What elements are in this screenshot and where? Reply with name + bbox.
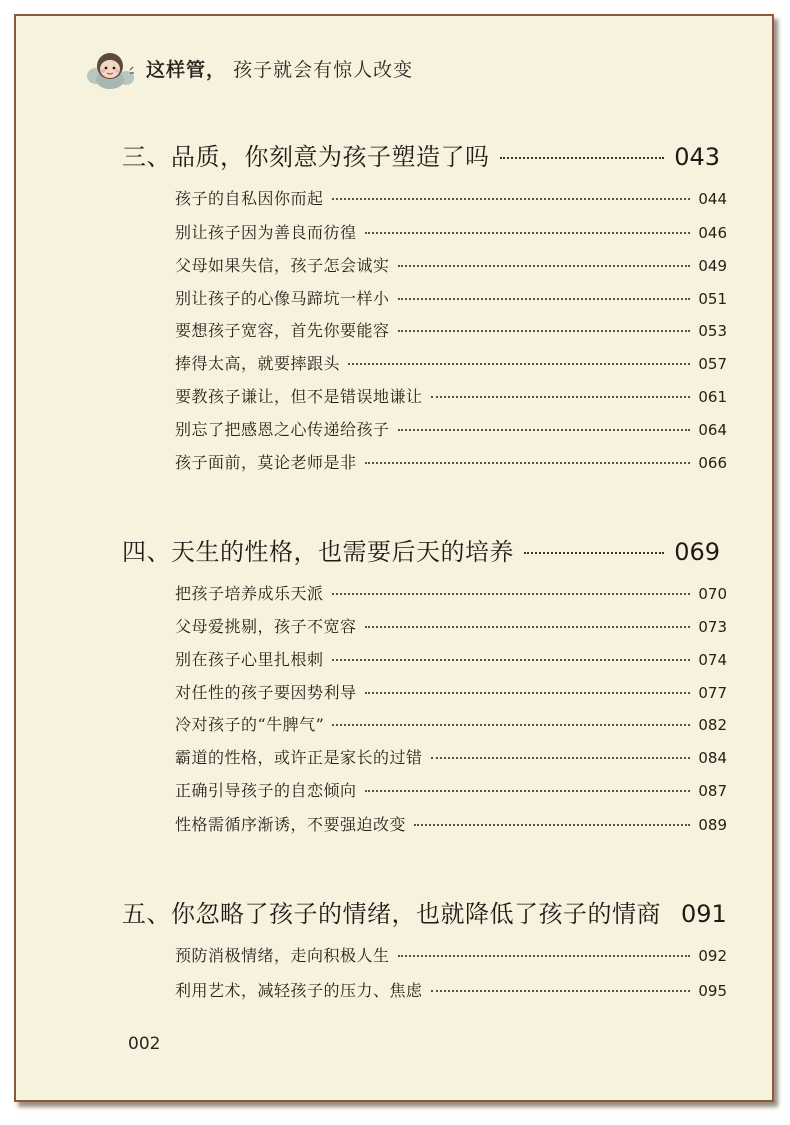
- entry-page-number: 092: [698, 947, 727, 965]
- entry-page-number: 082: [698, 716, 727, 734]
- chapter-heading[interactable]: [122, 894, 727, 929]
- dot-leader: [365, 462, 691, 464]
- dot-leader: [332, 659, 691, 661]
- entry-page-number: 049: [698, 257, 727, 275]
- dot-leader: [332, 593, 691, 595]
- book-title-rest: 孩子就会有惊人改变: [233, 58, 414, 81]
- entry-title: 利用艺术，减轻孩子的压力、焦虑: [175, 981, 423, 1000]
- toc-entry[interactable]: [175, 778, 727, 801]
- entry-page-number: 046: [698, 224, 727, 242]
- toc-entry[interactable]: [175, 351, 727, 374]
- entry-page-number: 053: [698, 322, 727, 340]
- dot-leader: [398, 298, 691, 300]
- dot-leader: [365, 232, 691, 234]
- entry-page-number: 044: [698, 190, 727, 208]
- chapter-heading[interactable]: [122, 137, 720, 172]
- entry-page-number: 070: [698, 585, 727, 603]
- toc-entry[interactable]: [175, 812, 727, 835]
- entry-title: 把孩子培养成乐天派: [175, 584, 324, 603]
- toc-entry[interactable]: [175, 647, 727, 670]
- entry-title: 孩子面前，莫论老师是非: [175, 453, 357, 472]
- dot-leader: [431, 990, 691, 992]
- entry-title: 捧得太高，就要摔跟头: [175, 354, 341, 373]
- entry-title: 父母爱挑剔，孩子不宽容: [175, 617, 357, 636]
- dot-leader: [365, 692, 691, 694]
- chapter-title: 四、天生的性格，也需要后天的培养: [122, 538, 514, 566]
- book-title-bold: 这样管，: [146, 58, 227, 81]
- chapter-heading[interactable]: [122, 532, 720, 567]
- entry-title: 预防消极情绪，走向积极人生: [175, 946, 390, 965]
- toc-entry[interactable]: [175, 417, 727, 440]
- entry-title: 别让孩子的心像马蹄坑一样小: [175, 289, 390, 308]
- chapter-title: 三、品质，你刻意为孩子塑造了吗: [122, 143, 490, 171]
- chapter-title: 五、你忽略了孩子的情绪，也就降低了孩子的情商: [122, 900, 661, 928]
- entry-page-number: 061: [698, 388, 727, 406]
- dot-leader: [414, 824, 690, 826]
- toc-entry[interactable]: [175, 186, 727, 209]
- dot-leader: [398, 429, 691, 431]
- chapter-page-number: 043: [674, 143, 720, 171]
- entry-page-number: 095: [698, 982, 727, 1000]
- entry-title: 冷对孩子的“牛脾气”: [175, 715, 325, 734]
- entry-title: 孩子的自私因你而起: [175, 189, 324, 208]
- toc-entry[interactable]: [175, 712, 727, 735]
- dot-leader: [524, 552, 664, 554]
- entry-page-number: 066: [698, 454, 727, 472]
- entry-title: 别忘了把感恩之心传递给孩子: [175, 420, 390, 439]
- dot-leader: [365, 790, 691, 792]
- chapter-page-number: 091: [681, 900, 727, 928]
- entry-title: 正确引导孩子的自恋倾向: [175, 781, 357, 800]
- entry-page-number: 084: [698, 749, 727, 767]
- entry-title: 要想孩子宽容，首先你要能容: [175, 321, 390, 340]
- toc-entry[interactable]: [175, 943, 727, 966]
- running-header: [90, 46, 413, 90]
- entry-page-number: 089: [698, 816, 727, 834]
- entry-page-number: 087: [698, 782, 727, 800]
- toc-entry[interactable]: [175, 978, 727, 1001]
- entry-title: 霸道的性格，或许正是家长的过错: [175, 748, 423, 767]
- dot-leader: [348, 363, 690, 365]
- dot-leader: [431, 757, 691, 759]
- dot-leader: [365, 626, 691, 628]
- entry-title: 别在孩子心里扎根刺: [175, 650, 324, 669]
- toc-entry[interactable]: [175, 318, 727, 341]
- toc-entry[interactable]: [175, 384, 727, 407]
- dot-leader: [398, 955, 691, 957]
- entry-title: 要教孩子谦让，但不是错误地谦让: [175, 387, 423, 406]
- chapter-page-number: 069: [674, 538, 720, 566]
- toc-entry[interactable]: [175, 614, 727, 637]
- entry-title: 性格需循序渐诱，不要强迫改变: [175, 815, 407, 834]
- entry-page-number: 073: [698, 618, 727, 636]
- toc-entry[interactable]: [175, 745, 727, 768]
- toc-entry[interactable]: [175, 253, 727, 276]
- toc-entry[interactable]: [175, 680, 727, 703]
- dot-leader: [398, 265, 691, 267]
- entry-page-number: 074: [698, 651, 727, 669]
- book-title: [146, 55, 413, 82]
- dot-leader: [332, 198, 691, 200]
- dot-leader: [500, 157, 665, 159]
- toc-entry[interactable]: [175, 450, 727, 473]
- toc-entry[interactable]: [175, 286, 727, 309]
- entry-page-number: 051: [698, 290, 727, 308]
- entry-title: 别让孩子因为善良而彷徨: [175, 223, 357, 242]
- entry-title: 父母如果失信，孩子怎会诚实: [175, 256, 390, 275]
- entry-page-number: 077: [698, 684, 727, 702]
- toc-entry[interactable]: [175, 220, 727, 243]
- dot-leader: [398, 330, 691, 332]
- entry-page-number: 064: [698, 421, 727, 439]
- dot-leader: [332, 724, 690, 726]
- page-number: 002: [128, 1034, 161, 1054]
- child-mascot-icon: [86, 46, 134, 90]
- entry-title: 对任性的孩子要因势利导: [175, 683, 357, 702]
- entry-page-number: 057: [698, 355, 727, 373]
- toc-entry[interactable]: [175, 581, 727, 604]
- dot-leader: [431, 396, 691, 398]
